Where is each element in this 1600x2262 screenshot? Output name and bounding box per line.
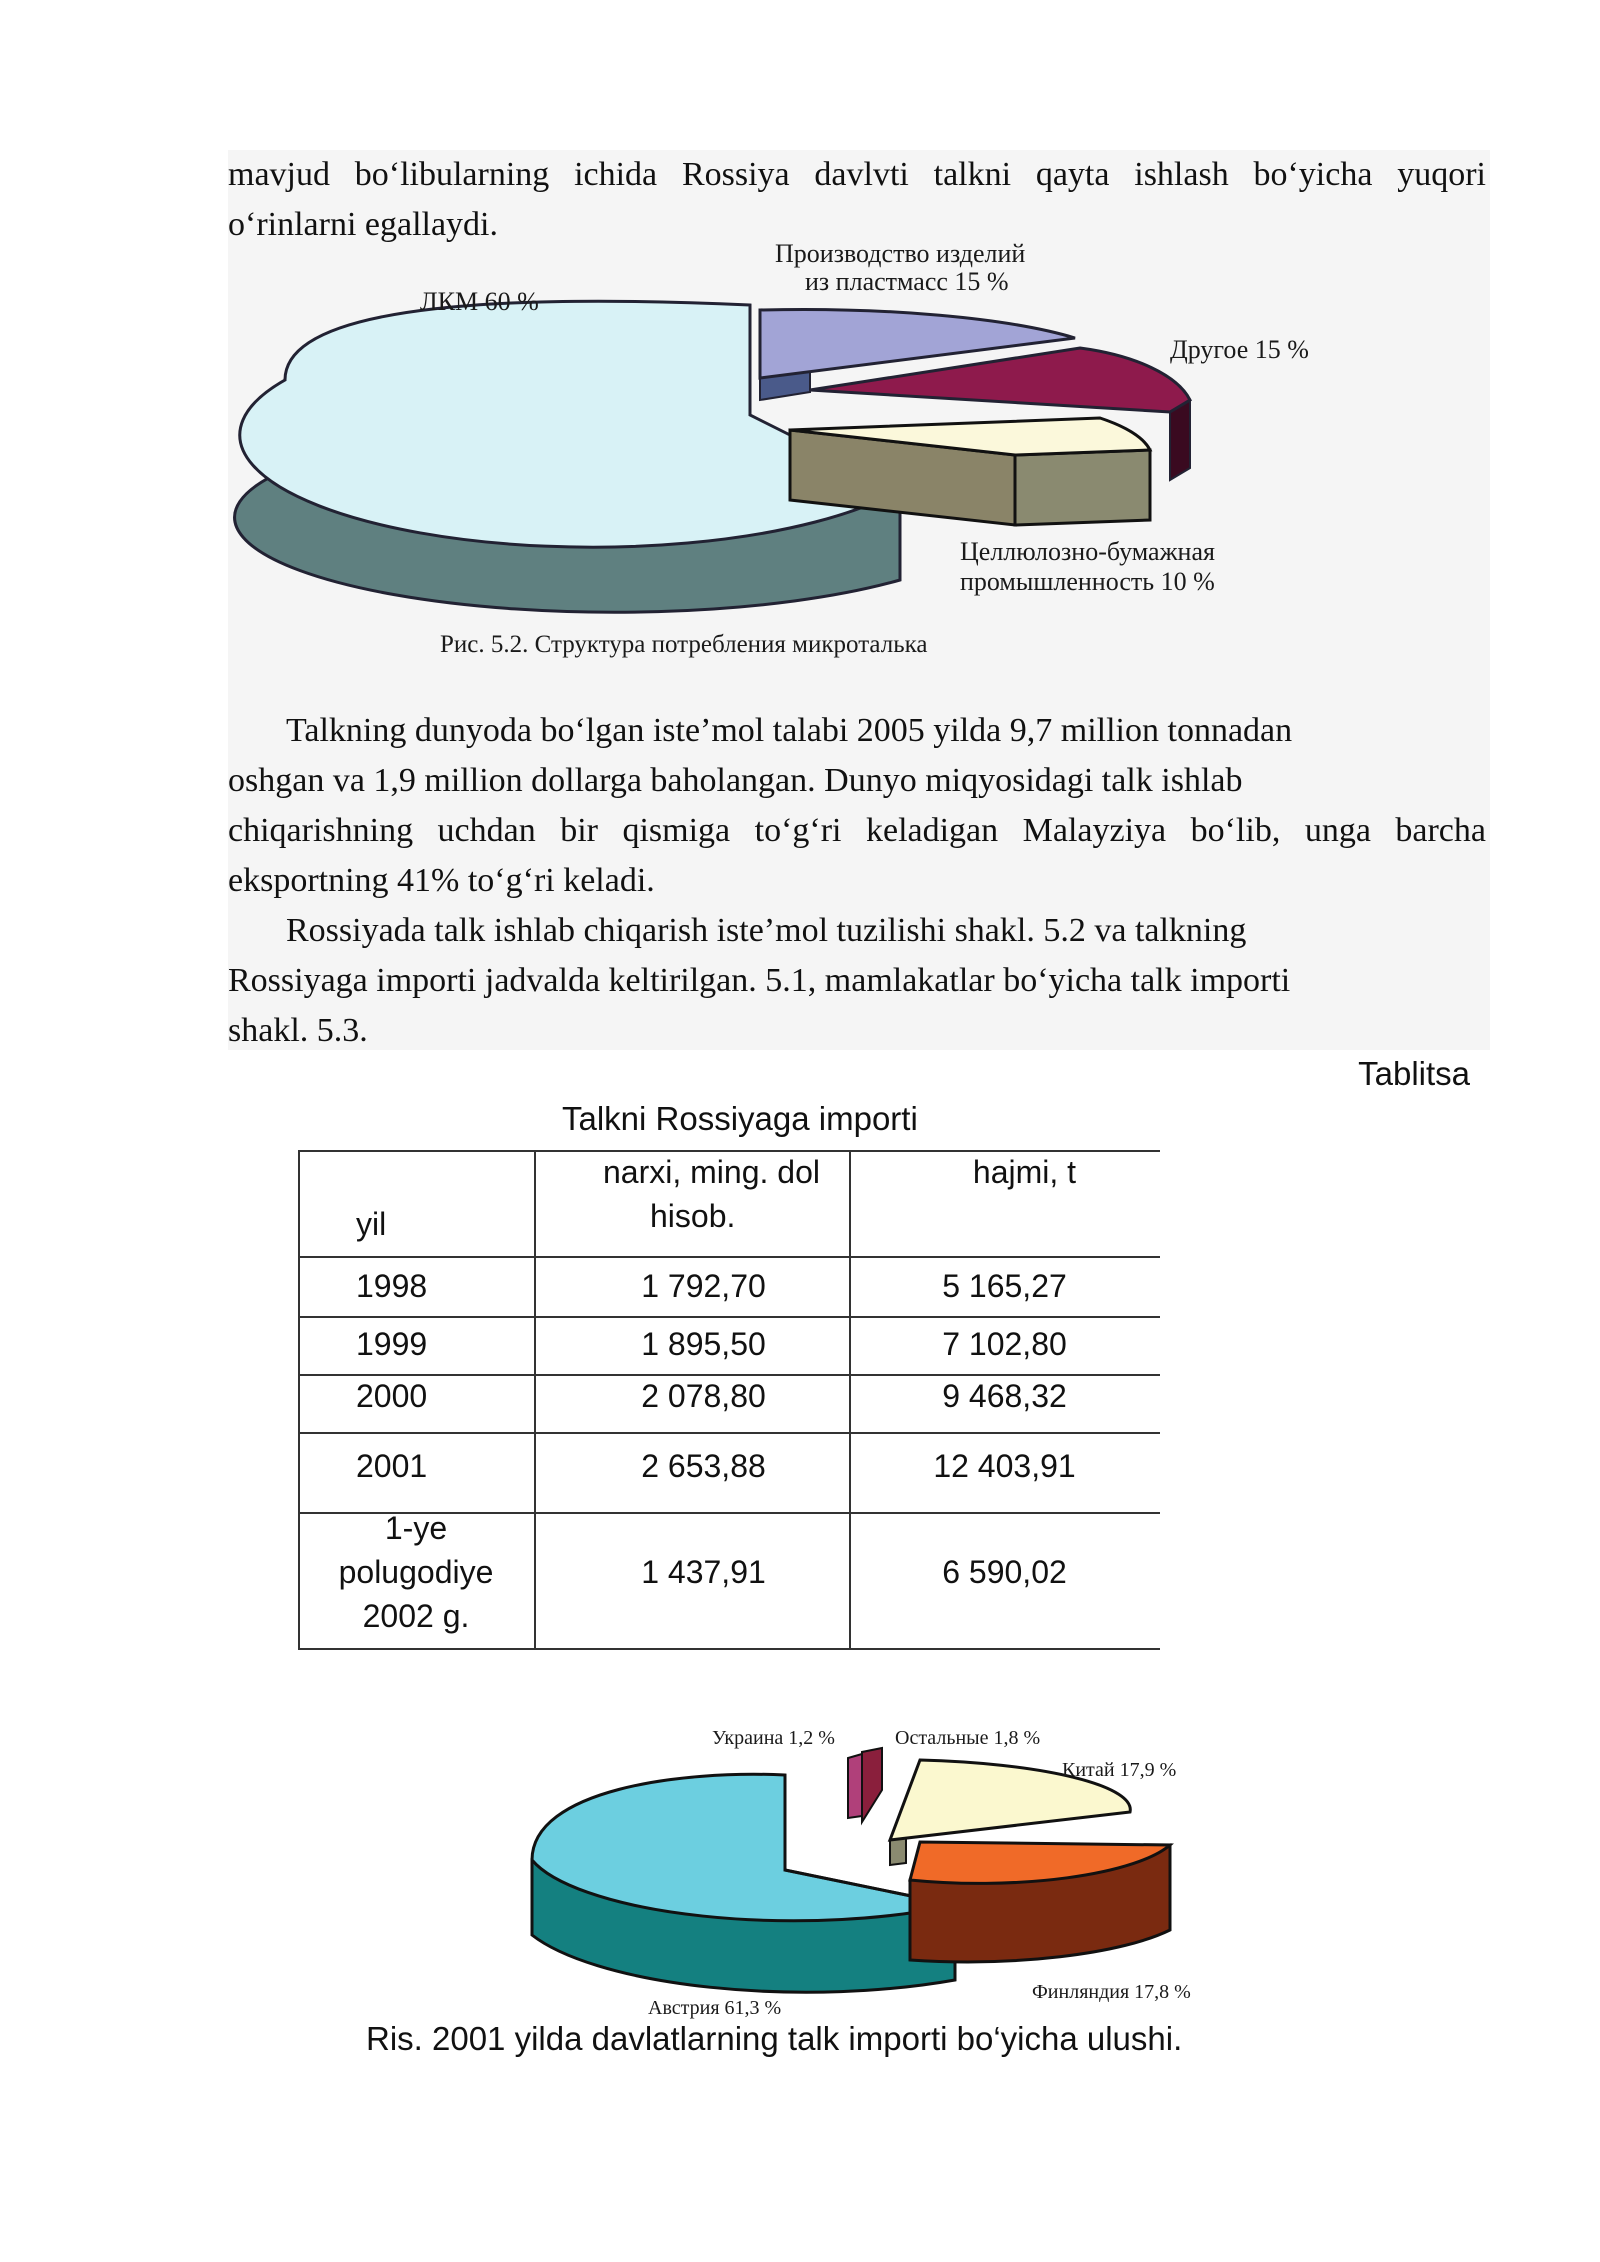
header-year: yil: [356, 1206, 387, 1242]
table-cell-price: 2 653,88: [641, 1448, 766, 1484]
label-paper-1: Целлюлозно-бумажная: [960, 537, 1215, 566]
pie-slice-china-side: [890, 1838, 906, 1865]
pie-slice-ukraine: [848, 1754, 862, 1818]
body-p1-line-4: eksportning 41% to‘g‘ri keladi.: [228, 862, 655, 899]
import-share-pie-chart: [510, 1730, 1270, 2030]
figure2-caption: Ris. 2001 yilda davlatlarning talk importi bo‘yicha ulushi.: [366, 2020, 1183, 2057]
table-border: [298, 1256, 1160, 1258]
table-cell-year: 1998: [356, 1268, 428, 1304]
body-p2-line-2: Rossiyaga importi jadvalda keltirilgan. 5.1, mamlakatlar bo‘yicha talk importi: [228, 962, 1291, 999]
intro-line-1: mavjud bo‘libularning ichida Rossiya davlvti talkni qayta ishlash bo‘yicha yuqori: [228, 156, 1486, 193]
table-cell-volume: 12 403,91: [933, 1448, 1076, 1484]
label-plastic-2: из пластмасс 15 %: [805, 267, 1009, 296]
label-other: Другое 15 %: [1170, 335, 1309, 364]
label-others: Остальные 1,8 %: [895, 1730, 1041, 1749]
intro-line-2: o‘rinlarni egallaydi.: [228, 206, 499, 243]
body-p1-line-3: chiqarishning uchdan bir qismiga to‘g‘ri keladigan Malayziya bo‘lib, unga barcha: [228, 812, 1486, 849]
label-plastic-1: Производство изделий: [775, 240, 1026, 268]
table-cell-volume: 7 102,80: [942, 1326, 1067, 1362]
table-cell-year: 1-ye: [384, 1510, 448, 1546]
import-table: [298, 1150, 1160, 1650]
pie-slice-others: [862, 1748, 882, 1822]
table-cell-price: 1 437,91: [641, 1554, 766, 1590]
table-title: Talkni Rossiyaga importi: [562, 1100, 918, 1137]
table-cell-year: 2000: [356, 1378, 428, 1414]
header-price-line-1: narxi, ming. dol: [603, 1154, 820, 1190]
header-price-line-2: hisob.: [650, 1198, 736, 1234]
label-finland: Финляндия 17,8 %: [1032, 1981, 1191, 2003]
label-paper-2: промышленность 10 %: [960, 567, 1215, 596]
table-border: [298, 1316, 1160, 1318]
table-cell-year: 1999: [356, 1326, 428, 1362]
header-volume: hajmi, t: [972, 1154, 1077, 1190]
table-cell-price: 2 078,80: [641, 1378, 766, 1414]
label-austria: Австрия 61,3 %: [648, 1997, 782, 2019]
body-p1-line-2: oshgan va 1,9 million dollarga baholangan. Dunyo miqyosidagi talk ishlab: [228, 762, 1243, 799]
body-p1-line-1: Talkning dunyoda bo‘lgan iste’mol talabi 2005 yilda 9,7 million tonnadan: [286, 712, 1293, 749]
label-lkm: ЛКМ 60 %: [420, 287, 539, 316]
pie-slice-other-side: [1170, 400, 1190, 480]
table-cell-volume: 9 468,32: [942, 1378, 1067, 1414]
table-cell-price: 1 895,50: [641, 1326, 766, 1362]
table-cell-price: 1 792,70: [641, 1268, 766, 1304]
body-p2-line-1: Rossiyada talk ishlab chiqarish iste’mol tuzilishi shakl. 5.2 va talkning: [286, 912, 1247, 949]
table-label: Tablitsa: [1358, 1055, 1470, 1092]
table-cell-year: polugodiye: [338, 1554, 494, 1590]
consumption-pie-chart: [230, 240, 1480, 660]
table-cell-volume: 6 590,02: [942, 1554, 1067, 1590]
table-cell-year: 2001: [356, 1448, 428, 1484]
body-p2-line-3: shakl. 5.3.: [228, 1012, 368, 1049]
table-cell-volume: 5 165,27: [942, 1268, 1067, 1304]
label-china: Китай 17,9 %: [1062, 1759, 1177, 1781]
label-ukraine: Украина 1,2 %: [712, 1730, 835, 1749]
table-border: [298, 1432, 1160, 1434]
table-cell-year: 2002 g.: [362, 1598, 470, 1634]
table-border: [298, 1648, 1160, 1650]
pie-slice-paper-side: [1015, 450, 1150, 525]
figure1-caption: Рис. 5.2. Структура потребления микроталька: [440, 631, 928, 658]
